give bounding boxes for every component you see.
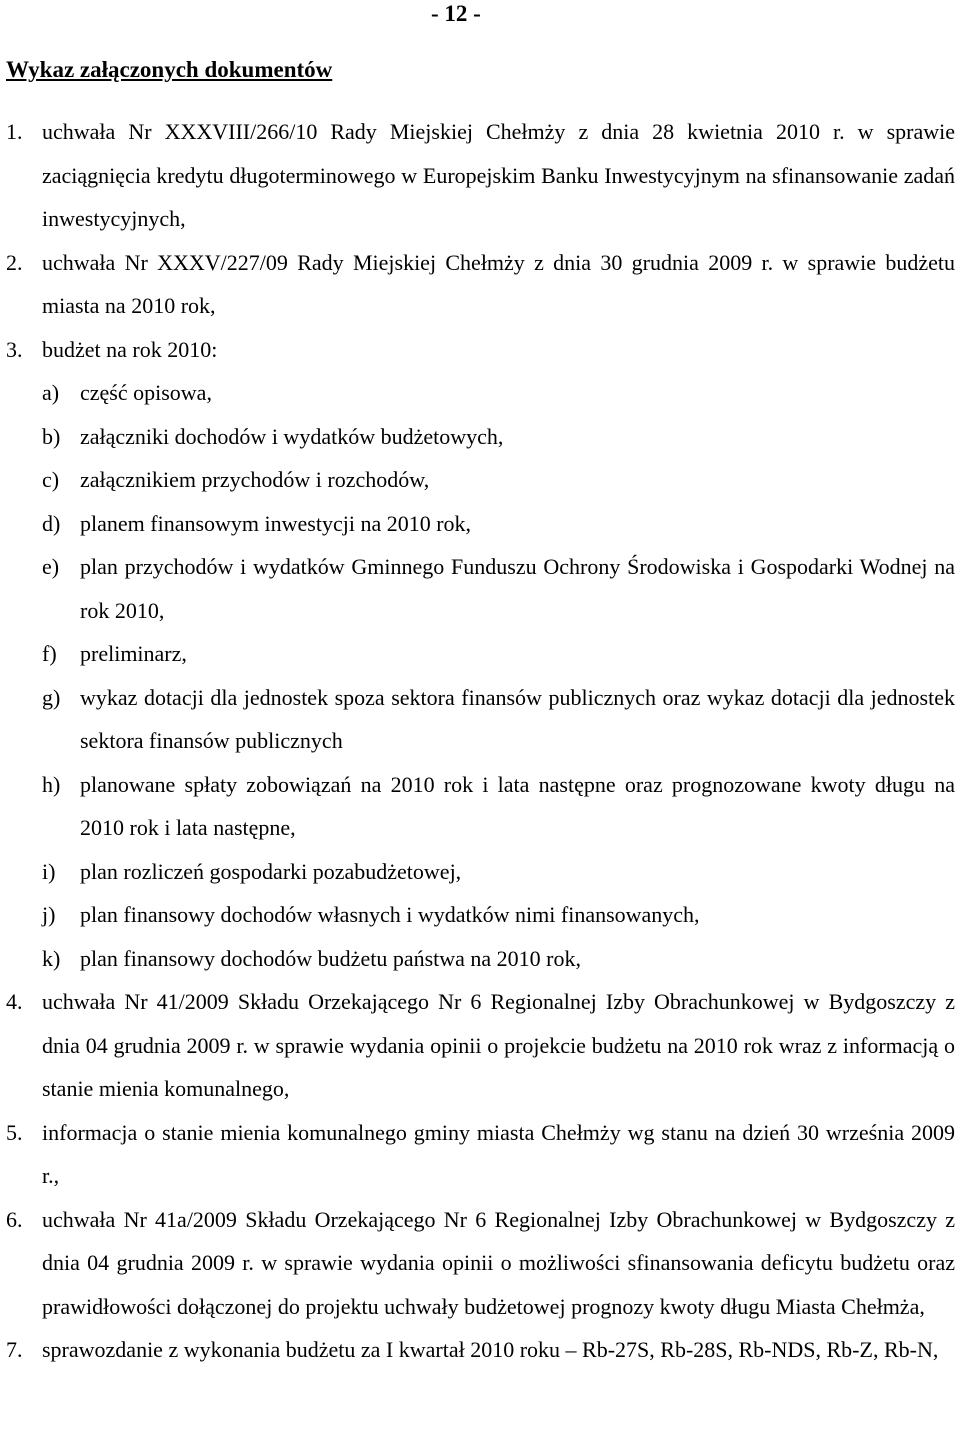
subitem-text: plan rozliczeń gospodarki pozabudżetowej, [80,858,462,884]
subitem-k [0,937,955,981]
item-text: budżet na rok 2010: [42,336,218,362]
subitem-letter: c) [42,467,60,492]
subitem-e [0,545,955,632]
attachment-list [0,110,960,1372]
document-heading: Wykaz załączonych dokumentów [6,57,333,82]
subitem-text: plan przychodów i wydatków Gminnego Funduszu Ochrony Środowiska i Gospodarki Wodnej na rok 2010, [80,554,955,623]
subitem-letter: k) [42,945,61,971]
item-text: uchwała Nr 41a/2009 Składu Orzekającego Nr 6 Regionalnej Izby Obrachunkowej w Bydgoszczy z dnia 04 grudnia 2009 r. w sprawie wydania opinii o możliwości sfinansowania deficytu budżetu oraz prawidłowości dołączonej do projektu uchwały budżetowej prognozy kwoty długu Miasta Chełmża, [42,1206,955,1319]
list-item-4 [0,980,955,1111]
item-number: 6. [6,1206,23,1232]
subitem-b [0,415,955,459]
list-item-1 [0,110,955,241]
subitem-j [0,893,955,937]
item-text: uchwała Nr XXXV/227/09 Rady Miejskiej Chełmży z dnia 30 grudnia 2009 r. w sprawie budżetu miasta na 2010 rok, [42,249,955,318]
item-number: 4. [6,989,23,1014]
subitem-c [0,458,955,502]
subitem-letter: j) [42,902,56,927]
subitem-f [0,632,955,676]
subitem-letter: a) [42,380,60,405]
subitem-letter: f) [42,641,57,666]
subitem-letter: h) [42,771,61,797]
subitem-letter: e) [42,554,60,579]
list-item-5 [0,1111,955,1198]
subitem-text: załącznikiem przychodów i rozchodów, [80,467,430,492]
item-text: informacja o stanie mienia komunalnego gminy miasta Chełmży wg stanu na dzień 30 września 2009 r., [42,1119,955,1188]
item-number: 5. [6,1119,23,1145]
subitem-letter: i) [42,858,56,884]
item-text: uchwała Nr XXXVIII/266/10 Rady Miejskiej Chełmży z dnia 28 kwietnia 2010 r. w sprawie zaciągnięcia kredytu długoterminowego w Europejskim Banku Inwestycyjnym na sfinansowanie zadań inwestycyjnych, [42,119,955,231]
list-item-6 [0,1198,955,1329]
subitem-text: plan finansowy dochodów własnych i wydatków nimi finansowanych, [80,902,700,927]
subitem-d [0,502,955,546]
subitem-h [0,763,955,850]
subitem-letter: g) [42,684,61,710]
list-item-7 [0,1328,955,1372]
subitem-a [0,371,955,415]
item-text: uchwała Nr 41/2009 Składu Orzekającego Nr 6 Regionalnej Izby Obrachunkowej w Bydgoszczy z dnia 04 grudnia 2009 r. w sprawie wydania opinii o projekcie budżetu na 2010 rok wraz z informacją o stanie mienia komunalnego, [42,989,955,1101]
subitem-text: plan finansowy dochodów budżetu państwa na 2010 rok, [80,945,582,971]
list-item-2 [0,241,955,328]
subitem-letter: d) [42,510,61,536]
list-item-3 [0,328,955,372]
subitem-text: preliminarz, [80,641,187,666]
item-number: 7. [6,1337,23,1362]
item-number: 1. [6,119,23,144]
subitem-text: wykaz dotacji dla jednostek spoza sektora finansów publicznych oraz wykaz dotacji dla jednostek sektora finansów publicznych [80,684,955,753]
subitem-i [0,850,955,894]
subitem-text: część opisowa, [80,380,212,405]
item-number: 2. [6,249,23,275]
item-text: sprawozdanie z wykonania budżetu za I kwartał 2010 roku – Rb-27S, Rb-28S, Rb-NDS, Rb-Z, Rb-N, [42,1337,939,1362]
subitem-text: załączniki dochodów i wydatków budżetowych, [80,423,504,449]
item-number: 3. [6,336,23,362]
page-number: - 12 - [431,1,481,26]
subitem-text: planem finansowym inwestycji na 2010 rok, [80,510,472,536]
subitem-text: planowane spłaty zobowiązań na 2010 rok i lata następne oraz prognozowane kwoty długu na 2010 rok i lata następne, [80,771,955,840]
subitem-letter: b) [42,423,61,449]
subitem-g [0,676,955,763]
